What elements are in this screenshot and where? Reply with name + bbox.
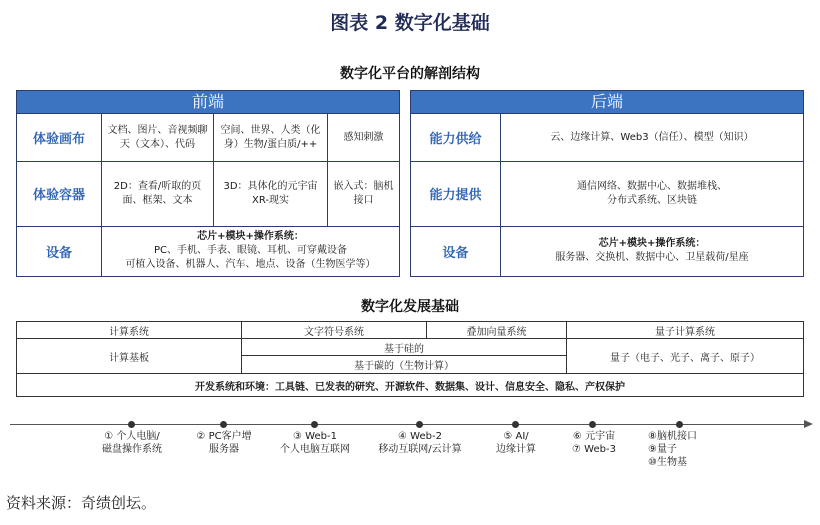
- device-line: PC、手机、手表、眼镜、耳机、可穿戴设备: [153, 245, 347, 256]
- front-cell: 文档、图片、音视频聊天（文本）、代码: [102, 114, 214, 161]
- timeline-dot: [128, 421, 135, 428]
- timeline-dot: [220, 421, 227, 428]
- front-row-device: [17, 226, 399, 276]
- front-row-canvas: [17, 114, 399, 162]
- timeline-dot: [512, 421, 519, 428]
- front-device-cell: [102, 226, 399, 276]
- timeline-label: ① 个人电脑/ 磁盘操作系统: [102, 431, 162, 455]
- arrow-right-icon: [804, 420, 813, 428]
- device-bold: 芯片+模块+操作系统：: [598, 238, 706, 249]
- timeline-dot: [416, 421, 423, 428]
- back-line: 分布式系统、区块链: [607, 194, 697, 206]
- carbon-cell: 基于碳的（生物计算）: [241, 355, 566, 373]
- dev-env-cell: 开发系统和环境：工具链、已发表的研究、开源软件、数据集、设计、信息安全、隐私、产权保护: [17, 373, 803, 396]
- header-quantum: 量子计算系统: [566, 322, 803, 338]
- row-label: 设备: [17, 226, 102, 276]
- row-label: 设备: [411, 226, 501, 276]
- timeline-dot: [676, 421, 683, 428]
- front-cell: 嵌入式：脑机接口: [333, 180, 394, 206]
- row-label: 能力供给: [411, 114, 501, 161]
- back-cell: 云、边缘计算、Web3（信任）、模型（知识）: [550, 131, 754, 143]
- row-label: 能力提供: [411, 161, 501, 226]
- back-line: 通信网络、数据中心、数据堆栈、: [577, 180, 727, 192]
- front-header: 前端: [17, 91, 399, 114]
- device-line: 可植入设备、机器人、汽车、地点、设备（生物医学等）: [125, 259, 376, 270]
- timeline-dot: [589, 421, 596, 428]
- device-bold: 芯片+模块+操作系统：: [197, 231, 304, 242]
- back-row-supply: [411, 114, 803, 162]
- front-cell: 3D：具体化的元宇宙XR-现实: [214, 161, 328, 226]
- back-cell: [501, 161, 803, 226]
- header-vector: 叠加向量系统: [426, 322, 566, 338]
- header-computing: 计算系统: [109, 326, 149, 338]
- quantum-cell: 量子（电子、光子、离子、原子）: [566, 338, 803, 373]
- timeline-label: ⑤ AI/ 边缘计算: [496, 431, 536, 455]
- timeline-label: ② PC客户增 服务器: [196, 431, 252, 455]
- back-panel: [410, 90, 804, 277]
- timeline-label: ⑥ 元宇宙 ⑦ Web-3: [572, 431, 616, 455]
- header-symbolic: 文字符号系统: [241, 322, 426, 338]
- figure-title: 图表 2 数字化基础: [330, 12, 490, 34]
- front-cell: 2D：查看/听取的页面、框架、文本: [102, 161, 214, 226]
- row-label: 体验画布: [17, 114, 102, 161]
- device-line: 服务器、交换机、数据中心、卫星载荷/星座: [555, 252, 749, 263]
- front-cell: 感知刺激: [343, 131, 384, 143]
- back-row-provide: [411, 161, 803, 227]
- silicon-cell: 基于硅的: [241, 338, 566, 355]
- timeline-label: ④ Web-2 移动互联网/云计算: [378, 431, 462, 455]
- source-note: 资料来源：奇绩创坛。: [6, 494, 157, 512]
- back-header: 后端: [411, 91, 803, 114]
- foundation-grid: [16, 321, 804, 397]
- front-row-container: [17, 161, 399, 227]
- timeline-dot: [311, 421, 318, 428]
- back-device-cell: [501, 226, 803, 276]
- front-panel: [16, 90, 400, 277]
- timeline-label: ⑧脑机接口 ⑨量子 ⑩生物基: [648, 431, 697, 468]
- structure-title: 数字化平台的解剖结构: [340, 66, 480, 82]
- foundation-title: 数字化发展基础: [361, 299, 459, 315]
- substrate-cell: 计算基板: [17, 338, 241, 373]
- front-cell: 空间、世界、人类（化身）生物/蛋白质/++: [214, 114, 328, 161]
- back-row-device: [411, 226, 803, 276]
- row-label: 体验容器: [17, 161, 102, 226]
- timeline-label: ③ Web-1 个人电脑互联网: [280, 431, 350, 455]
